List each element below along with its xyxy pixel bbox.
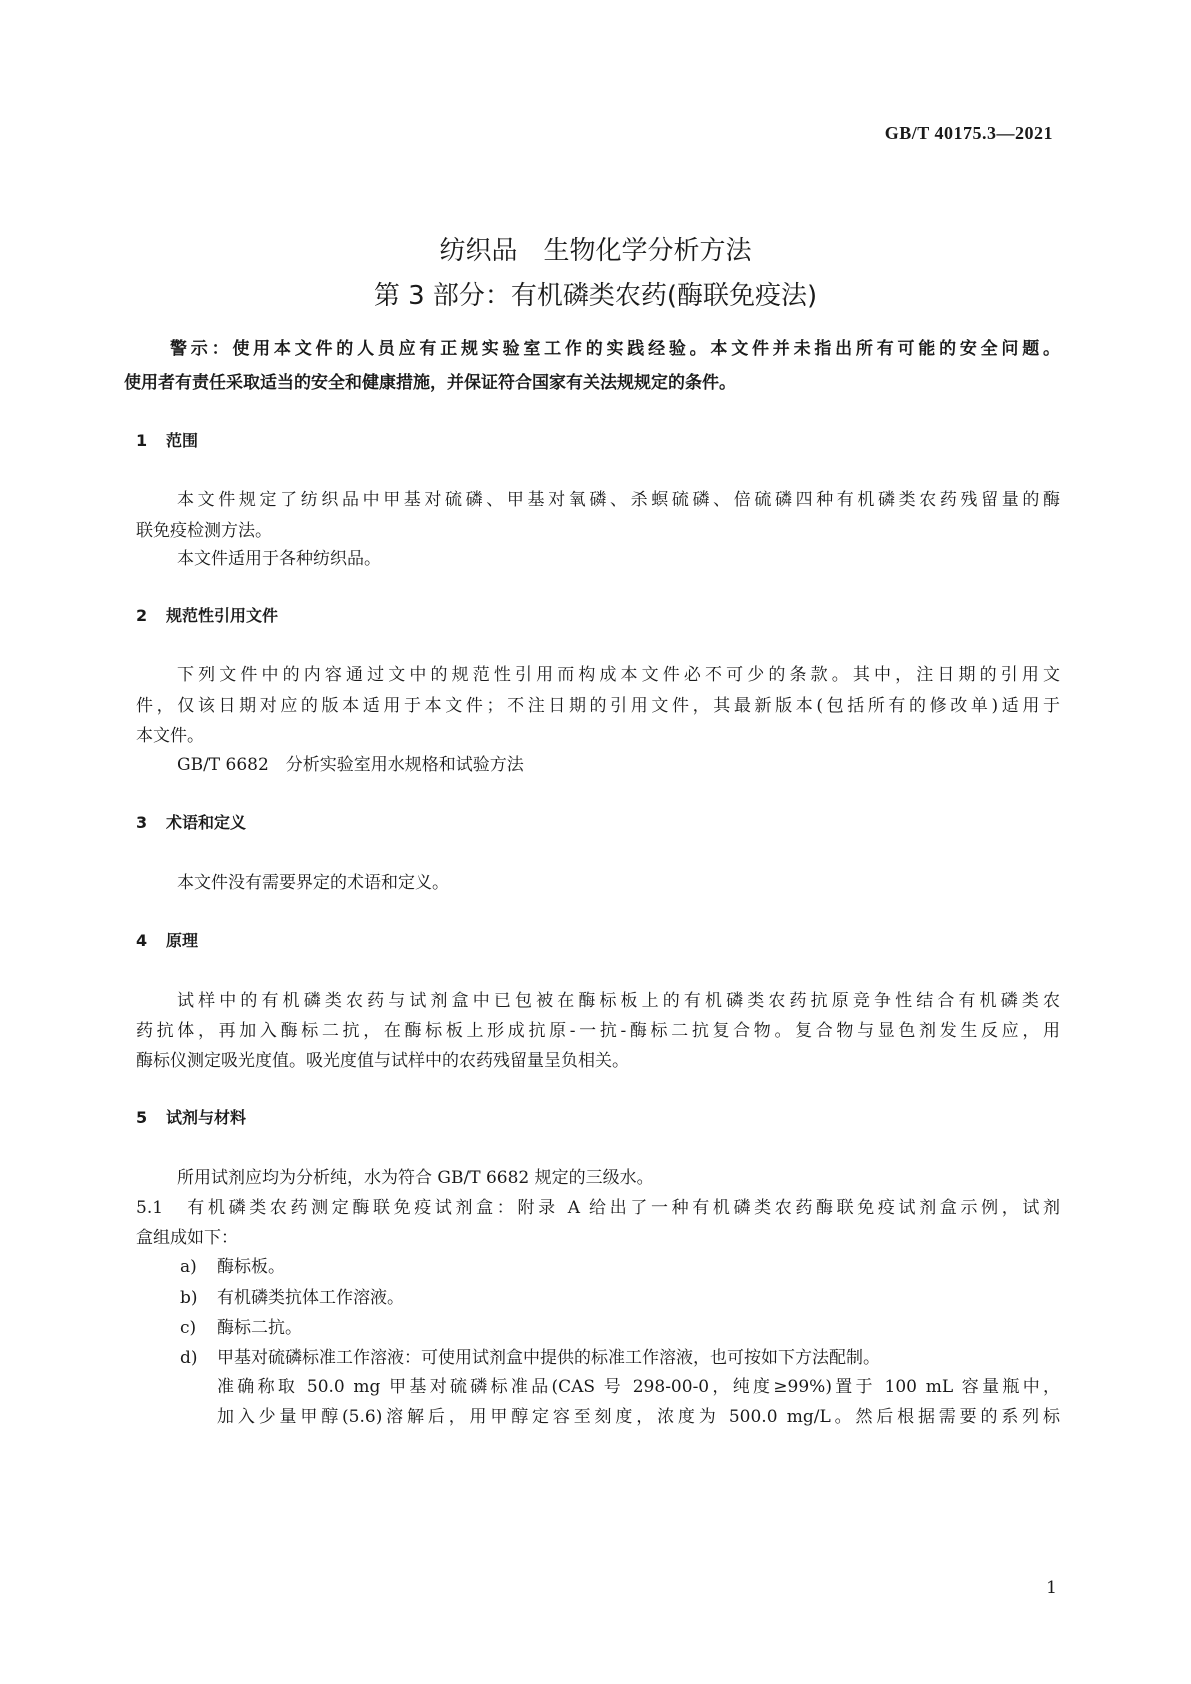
list-item [180,1343,880,1368]
list-text: 甲基对硫磷标准工作溶液：可使用试剂盒中提供的标准工作溶液，也可按如下方法配制。 [217,1348,880,1368]
document-title-line1: 纺织品 生物化学分析方法 [439,236,752,266]
section-title: 范围 [166,431,199,450]
section-1-heading [136,428,198,451]
paragraph: 下列文件中的内容通过文中的规范性引用而构成本文件必不可少的条款。其中，注日期的引用文 [177,665,1060,685]
list-label: b) [180,1288,198,1308]
list-item-continuation: 准确称取 50.0 mg 甲基对硫磷标准品(CAS 号 298-00-0，纯度≥99%)置于 100 mL 容量瓶中， [217,1377,1060,1397]
paragraph: 酶标仪测定吸光度值。吸光度值与试样中的农药残留量呈负相关。 [136,1051,629,1071]
paragraph: 药抗体，再加入酶标二抗，在酶标板上形成抗原-一抗-酶标二抗复合物。复合物与显色剂发生反应，用 [136,1021,1060,1041]
paragraph: 所用试剂应均为分析纯，水为符合 GB/T 6682 规定的三级水。 [177,1168,654,1188]
list-item-continuation: 加入少量甲醇(5.6)溶解后，用甲醇定容至刻度，浓度为 500.0 mg/L。然后根据需要的系列标 [217,1407,1060,1427]
list-label: a) [180,1257,197,1277]
subclause-5-1: 5.1 有机磷类农药测定酶联免疫试剂盒：附录 A 给出了一种有机磷类农药酶联免疫试剂盒示例，试剂 [136,1198,1060,1218]
paragraph: 本文件没有需要界定的术语和定义。 [177,873,449,893]
paragraph: 联免疫检测方法。 [136,521,272,541]
paragraph: 本文件规定了纺织品中甲基对硫磷、甲基对氧磷、杀螟硫磷、倍硫磷四种有机磷类农药残留量的酶 [177,490,1060,510]
list-item [180,1283,404,1308]
list-item [180,1313,302,1338]
paragraph: 本文件。 [136,726,204,746]
standard-number: GB/T 40175.3—2021 [884,123,1053,143]
document-title-line2: 第 3 部分：有机磷类农药(酶联免疫法) [373,281,818,311]
section-3-heading [136,810,246,833]
section-title: 术语和定义 [166,813,247,832]
warning-line2: 使用者有责任采取适当的安全和健康措施，并保证符合国家有关法规规定的条件。 [124,373,736,393]
section-number: 1 [136,431,148,450]
list-item [180,1252,285,1277]
warning-line1: 警示：使用本文件的人员应有正规实验室工作的实践经验。本文件并未指出所有可能的安全问题。 [170,339,1060,359]
list-text: 酶标板。 [217,1257,285,1277]
paragraph: 试样中的有机磷类农药与试剂盒中已包被在酶标板上的有机磷类农药抗原竞争性结合有机磷类农 [177,991,1060,1011]
section-title: 原理 [166,931,199,950]
paragraph: 件，仅该日期对应的版本适用于本文件；不注日期的引用文件，其最新版本(包括所有的修改单)适用于 [136,696,1060,716]
list-label: d) [180,1348,198,1368]
section-2-heading [136,603,278,626]
section-title: 规范性引用文件 [166,606,279,625]
section-number: 2 [136,606,148,625]
section-number: 5 [136,1108,148,1127]
section-5-heading [136,1105,246,1128]
list-label: c) [180,1318,197,1338]
normative-reference: GB/T 6682 分析实验室用水规格和试验方法 [177,755,524,775]
page-number: 1 [1046,1578,1057,1598]
section-4-heading [136,928,198,951]
subclause-5-1-cont: 盒组成如下： [136,1228,238,1248]
list-text: 酶标二抗。 [217,1318,302,1338]
section-number: 4 [136,931,148,950]
paragraph: 本文件适用于各种纺织品。 [177,549,381,569]
list-text: 有机磷类抗体工作溶液。 [217,1288,404,1308]
section-number: 3 [136,813,148,832]
section-title: 试剂与材料 [166,1108,247,1127]
